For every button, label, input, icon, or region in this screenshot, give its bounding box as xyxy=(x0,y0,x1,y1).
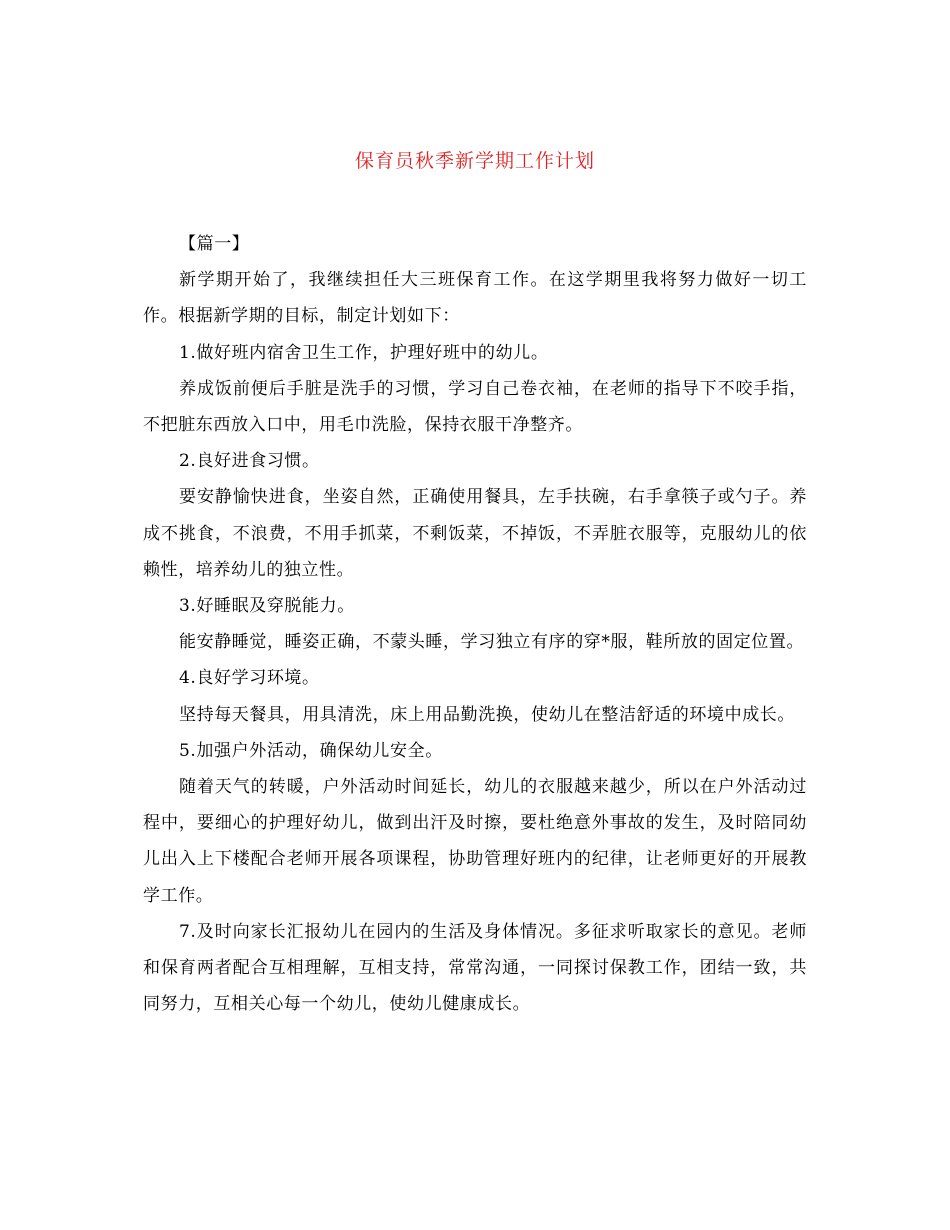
item-heading-5: 5.加强户外活动，确保幼儿安全。 xyxy=(179,740,443,761)
paragraph-sleep: 能安静睡觉，睡姿正确，不蒙头睡，学习独立有序的穿*服，鞋所放的固定位置。 xyxy=(179,632,805,653)
paragraph-outdoor: 随着天气的转暖，户外活动时间延长，幼儿的衣服越来越少，所以在户外活动过程中，要细心的护理好幼儿，做到出汗及时擦，要杜绝意外事故的发生，及时陪同幼儿出入上下楼配合老师开展各项课程，协助管理好班内的纪律，让老师更好的开展教学工作。 xyxy=(143,777,807,906)
document-body xyxy=(143,226,807,1022)
item-heading-1: 1.做好班内宿舍卫生工作，护理好班中的幼儿。 xyxy=(179,342,549,363)
document-title: 保育员秋季新学期工作计划 xyxy=(354,150,595,172)
item-heading-3: 3.好睡眠及穿脱能力。 xyxy=(179,596,355,617)
item-heading-4: 4.良好学习环境。 xyxy=(179,668,320,689)
paragraph-environment: 坚持每天餐具，用具清洗，床上用品勤洗换，使幼儿在整洁舒适的环境中成长。 xyxy=(179,704,795,725)
paragraph-hygiene: 养成饭前便后手脏是洗手的习惯，学习自己卷衣袖，在老师的指导下不咬手指，不把脏东西放入口中，用毛巾洗脸，保持衣服干净整齐。 xyxy=(143,378,807,436)
item-heading-2: 2.良好进食习惯。 xyxy=(179,451,320,472)
paragraph-intro: 新学期开始了，我继续担任大三班保育工作。在这学期里我将努力做好一切工作。根据新学期的目标，制定计划如下： xyxy=(143,270,807,327)
section-heading: 【篇一】 xyxy=(179,234,250,254)
paragraph-parents: 7.及时向家长汇报幼儿在园内的生活及身体情况。多征求听取家长的意见。老师和保育两者配合互相理解，互相支持，常常沟通，一同探讨保教工作，团结一致，共同努力，互相关心每一个幼儿，使幼儿健康成长。 xyxy=(143,921,807,1015)
paragraph-eating: 要安静愉快进食，坐姿自然，正确使用餐具，左手扶碗，右手拿筷子或勺子。养成不挑食，不浪费，不用手抓菜，不剩饭菜，不掉饭，不弄脏衣服等，克服幼儿的依赖性，培养幼儿的独立性。 xyxy=(143,487,807,580)
